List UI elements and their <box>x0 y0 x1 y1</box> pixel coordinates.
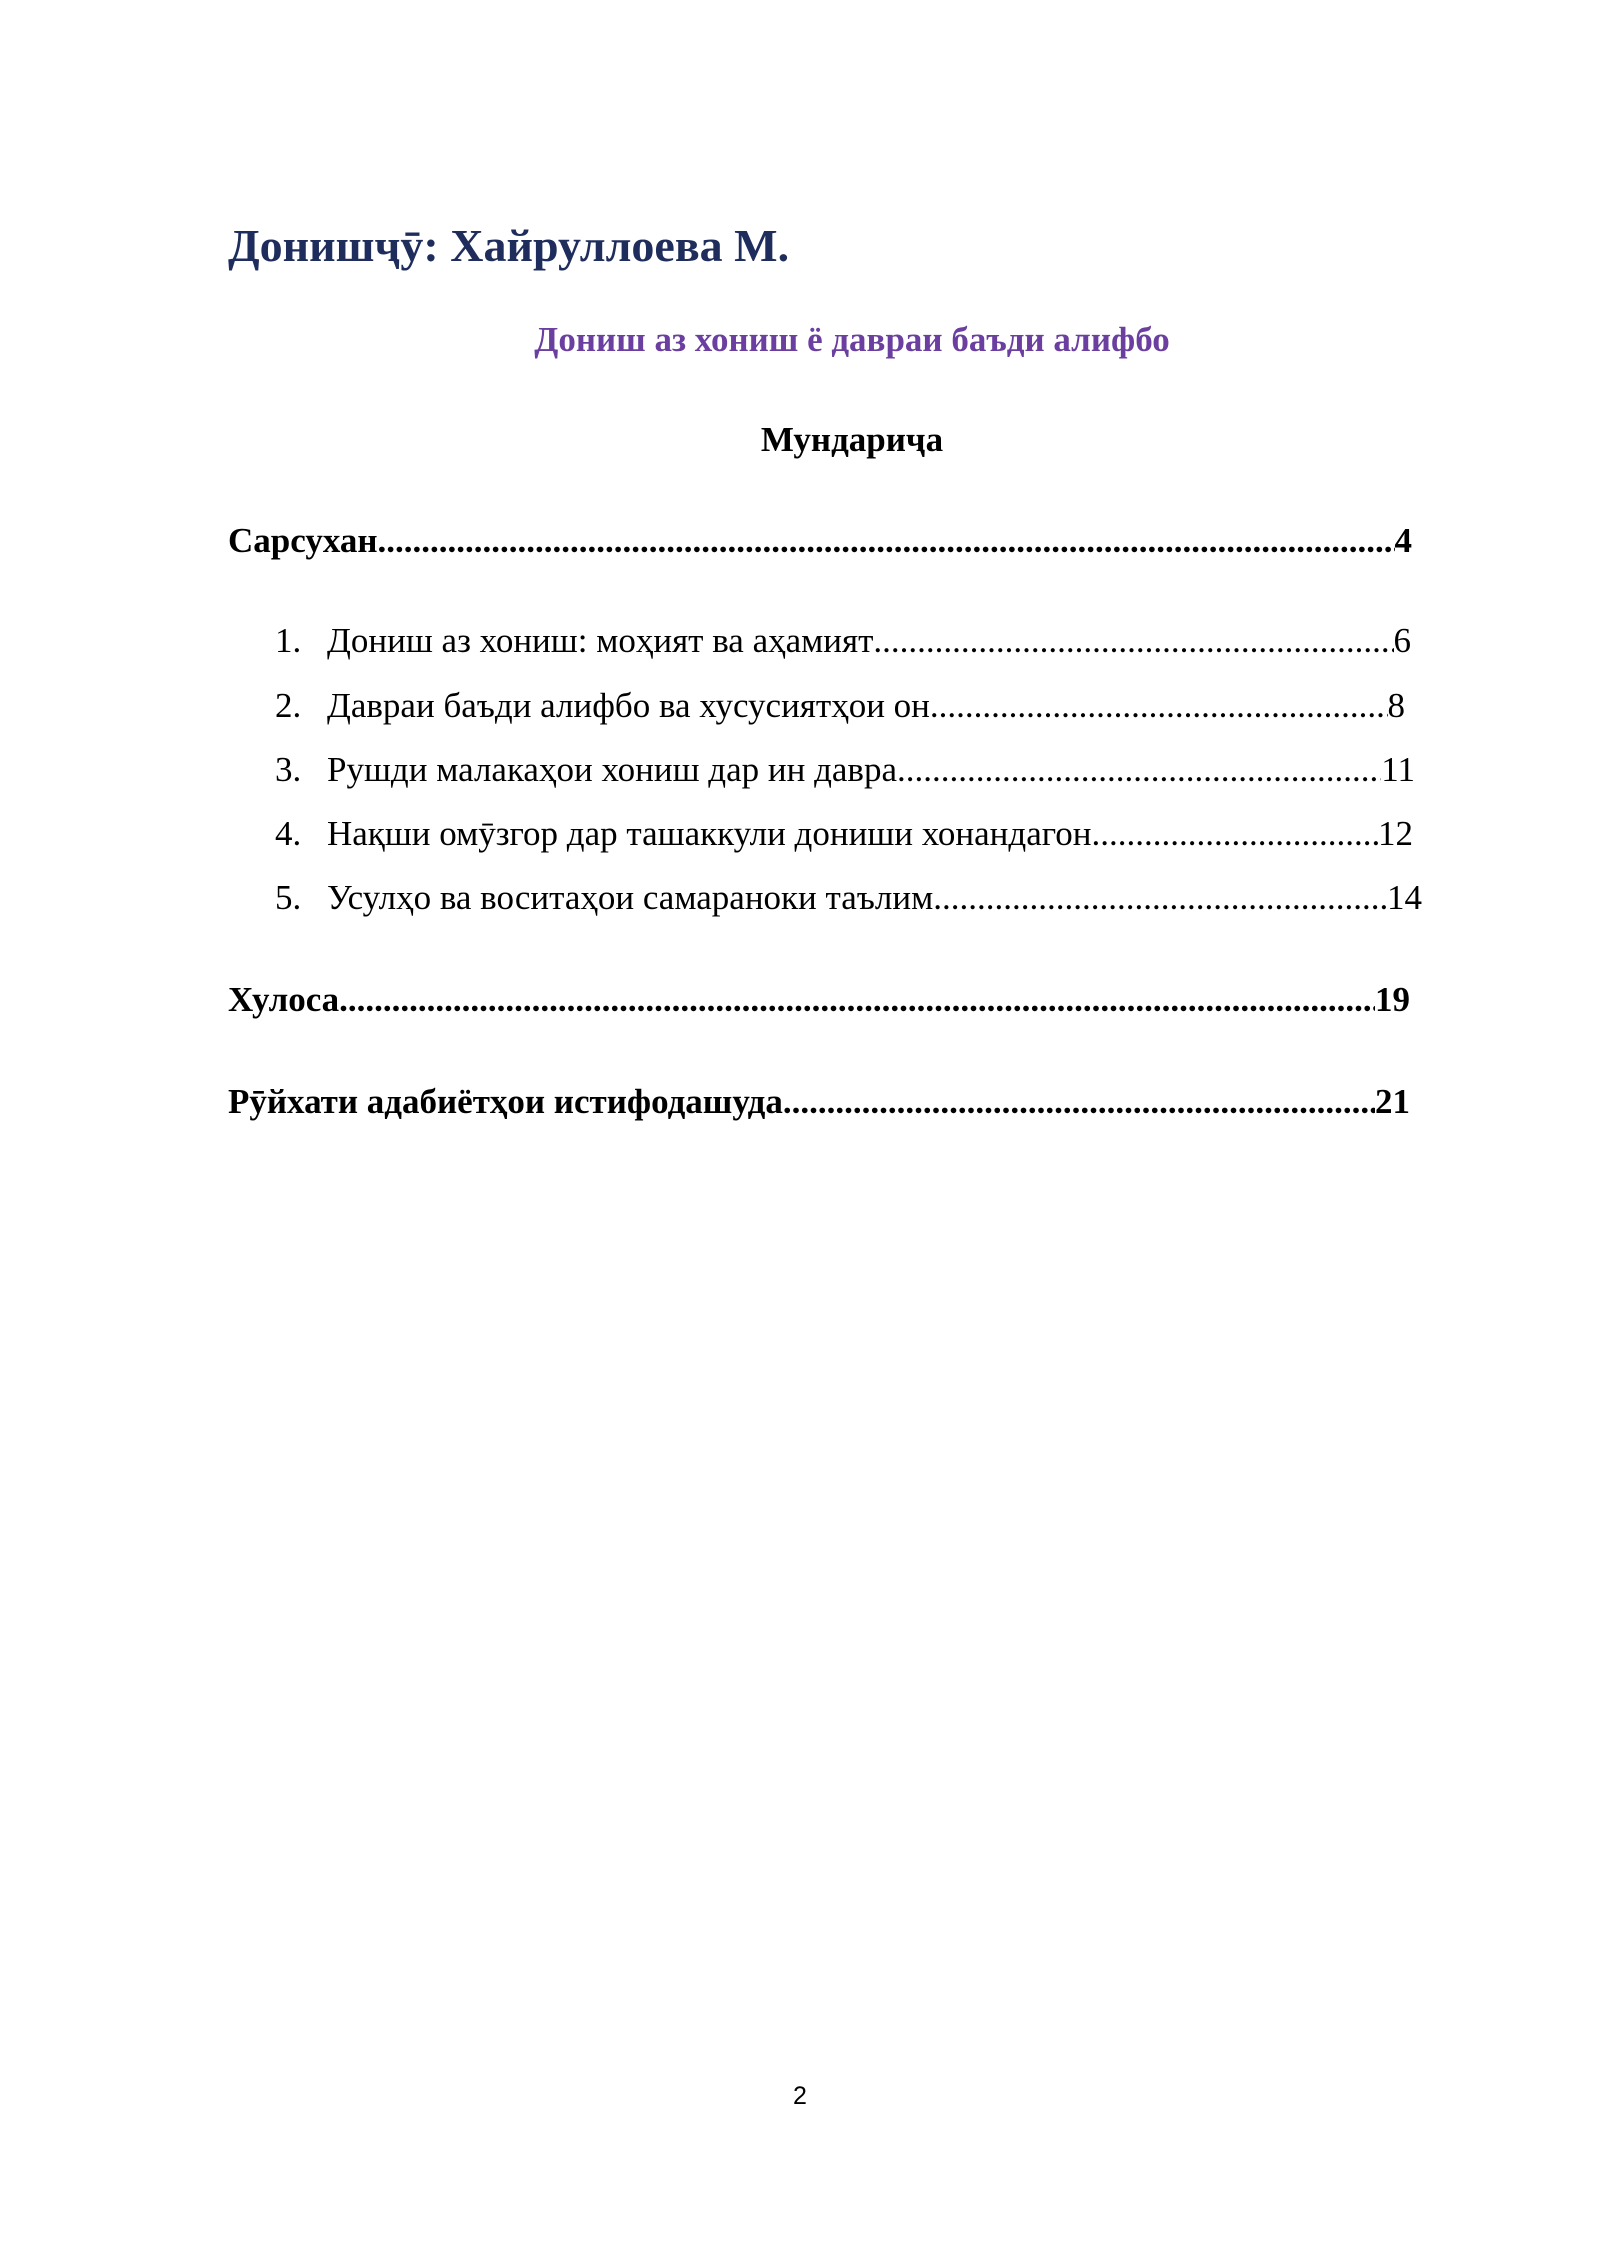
toc-entry-label: Сарсухан <box>228 521 378 560</box>
toc-entry-item-5 <box>275 876 1422 920</box>
toc-entry-label: Дониш аз хониш: моҳият ва аҳамият <box>327 621 874 660</box>
toc-leader <box>873 619 1393 663</box>
toc-entry-label: Рушди малакаҳои хониш дар ин давра <box>327 750 897 789</box>
toc-leader <box>933 876 1387 920</box>
page-number: 2 <box>793 2082 807 2110</box>
toc-entry-item-2 <box>275 684 1405 728</box>
toc-heading: Мундариҷа <box>760 420 944 459</box>
toc-entry-label: Рӯйхати адабиётҳои истифодашуда <box>228 1082 783 1121</box>
toc-entry-page: 6 <box>1393 621 1411 660</box>
toc-entry-number: 1. <box>275 621 302 660</box>
toc-leader <box>783 1080 1375 1124</box>
toc-entry-page: 11 <box>1381 750 1415 789</box>
toc-entry-item-1 <box>275 619 1411 663</box>
toc-entry-page: 4 <box>1394 521 1412 560</box>
toc-entry-page: 21 <box>1375 1082 1410 1121</box>
toc-entry-label: Нақши омӯзгор дар ташаккули дониши хонандагон <box>327 814 1092 853</box>
author-name: Донишҷӯ: Хайруллоева М. <box>228 220 790 271</box>
toc-entry-label: Хулоса <box>228 980 340 1019</box>
toc-leader <box>339 978 1375 1022</box>
toc-leader <box>930 684 1388 728</box>
toc-entry-page: 12 <box>1378 814 1413 853</box>
toc-entry-number: 3. <box>275 750 302 789</box>
toc-entry-number: 2. <box>275 686 302 725</box>
toc-entry-page: 19 <box>1375 980 1410 1019</box>
toc-entry-label: Усулҳо ва воситаҳои самараноки таълим <box>327 878 934 917</box>
toc-entry-number: 4. <box>275 814 302 853</box>
toc-entry-page: 8 <box>1387 686 1405 725</box>
toc-entry-conclusion <box>228 978 1410 1022</box>
toc-entry-references <box>228 1080 1410 1124</box>
toc-leader <box>378 519 1395 563</box>
toc-leader <box>1091 812 1378 856</box>
toc-entry-number: 5. <box>275 878 302 917</box>
document-subtitle: Дониш аз хониш ё давраи баъди алифбо <box>534 320 1170 359</box>
toc-entry-label: Давраи баъди алифбо ва хусусиятҳои он <box>327 686 930 725</box>
toc-leader <box>897 748 1381 792</box>
toc-entry-item-3 <box>275 748 1415 792</box>
toc-entry-page: 14 <box>1387 878 1422 917</box>
toc-entry-intro <box>228 519 1412 563</box>
toc-entry-item-4 <box>275 812 1413 856</box>
